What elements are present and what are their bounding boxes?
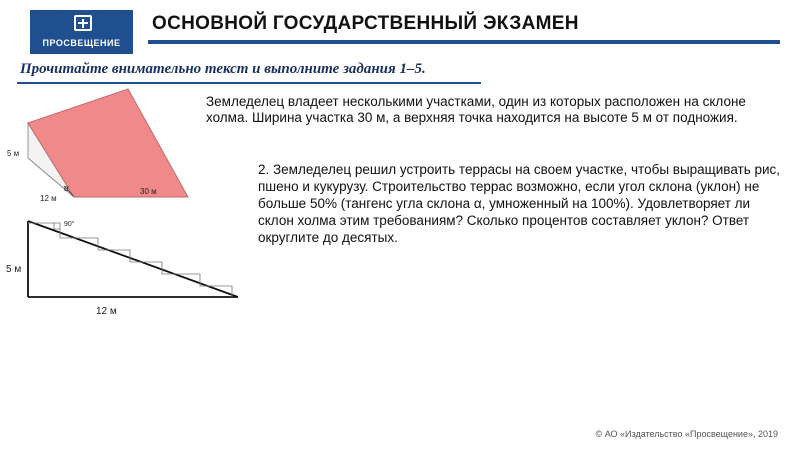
wedge-slope-face <box>28 89 188 197</box>
right-angle-mark <box>54 223 60 229</box>
slope-height-label: 5 м <box>7 149 20 158</box>
slope-width-label: 30 м <box>140 187 157 196</box>
slope-base-label: 12 м <box>40 194 57 203</box>
terrace-steps <box>28 223 232 297</box>
task-text: 2. Земледелец решил устроить террасы на своем участке, чтобы выращивать рис, пшено и кукурузу. Строительство террас возможно, если угол склона (уклон) не больше 50% (тангенс угла склона α, умноженный на 100%). Удовлетворяет ли склон холма этим требованиям? Сколько процентов составляет уклон? Ответ округлите до десятых. <box>258 162 781 245</box>
instruction-heading: Прочитайте внимательно текст и выполните задания 1–5. <box>20 61 426 77</box>
page-title: ОСНОВНОЙ ГОСУДАРСТВЕННЫЙ ЭКЗАМЕН <box>152 13 579 34</box>
intro-text: Земледелец владеет несколькими участками, один из которых расположен на склоне холма. Ширина участка 30 м, а верхняя точка находится на высоте 5 м от подножия. <box>206 94 746 125</box>
terrace-angle-label: 90° <box>64 221 75 228</box>
slope-angle-label: α <box>64 184 69 193</box>
copyright-footer: © АО «Издательство «Просвещение», 2019 <box>595 429 778 439</box>
terrace-base-label: 12 м <box>96 306 117 317</box>
logo-text: ПРОСВЕЩЕНИЕ <box>42 38 121 48</box>
terrace-height-label: 5 м <box>6 264 22 275</box>
